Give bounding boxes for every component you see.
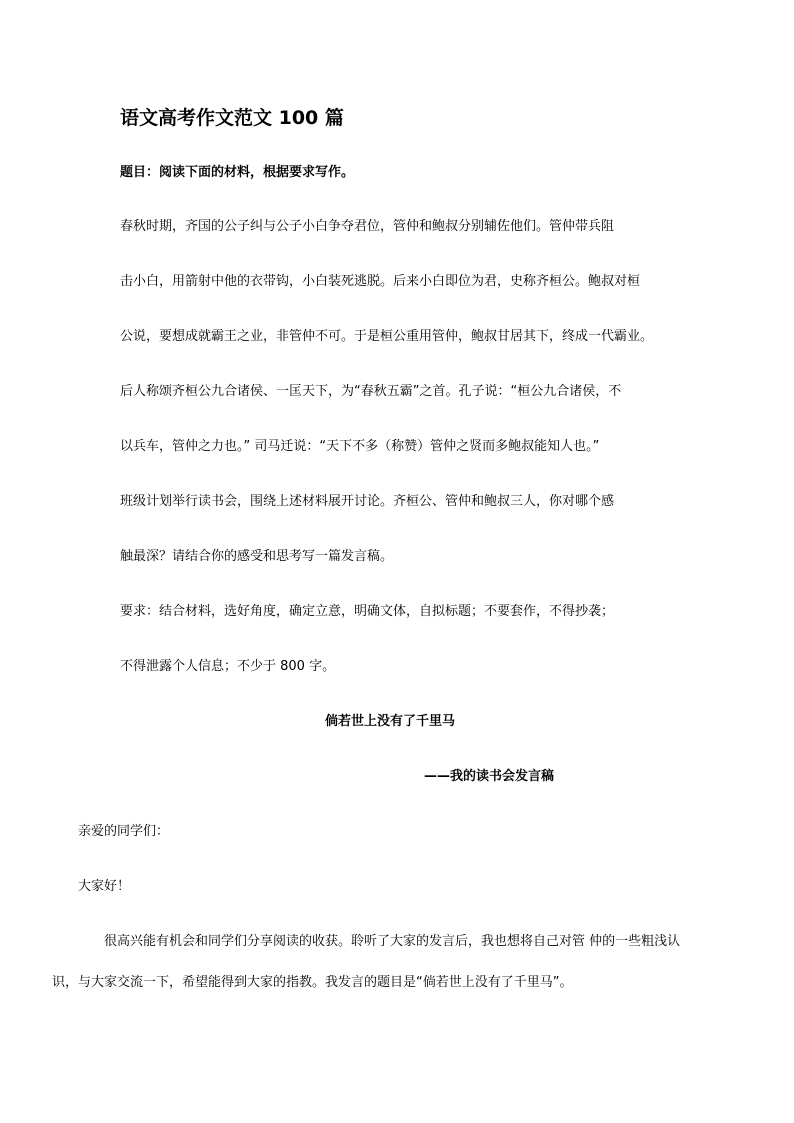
material-line: 以兵车，管仲之力也。” 司马迁说：“天下不多（称赞）管仲之贤而多鲍叔能知人也。”: [120, 439, 600, 454]
material-line: 公说，要想成就霸王之业，非管仲不可。于是桓公重用管仲，鲍叔甘居其下，终成一代霸业。: [120, 329, 654, 344]
material-line: 班级计划举行读书会，围绕上述材料展开讨论。齐桓公、管仲和鲍叔三人，你对哪个感: [120, 494, 615, 509]
document-title: 语文高考作文范文 100 篇: [120, 107, 344, 129]
prompt-heading: 题目：阅读下面的材料，根据要求写作。: [120, 165, 355, 180]
material-line: 触最深？请结合你的感受和思考写一篇发言稿。: [120, 549, 394, 564]
body-line: 识，与大家交流一下，希望能得到大家的指教。我发言的题目是“倘若世上没有了千里马”。: [52, 975, 573, 990]
hello-line: 大家好！: [78, 879, 131, 894]
greeting: 亲爱的同学们：: [78, 824, 170, 839]
essay-subtitle: ——我的读书会发言稿: [424, 769, 555, 784]
body-line: 很高兴能有机会和同学们分享阅读的收获。聆听了大家的发言后，我也想将自己对管 仲的一些粗浅认: [104, 934, 681, 949]
material-line: 春秋时期，齐国的公子纠与公子小白争夺君位，管仲和鲍叔分别辅佐他们。管仲带兵阻: [120, 219, 615, 234]
essay-title: 倘若世上没有了千里马: [325, 714, 456, 729]
requirement-line: 要求：结合材料，选好角度，确定立意，明确文体，自拟标题；不要套作，不得抄袭；: [120, 604, 615, 619]
material-line: 击小白，用箭射中他的衣带钩，小白装死逃脱。后来小白即位为君，史称齐桓公。鲍叔对桓: [120, 274, 641, 289]
material-line: 后人称颂齐桓公九合诸侯、一匡天下，为“春秋五霸”之首。孔子说：“桓公九合诸侯，不: [120, 384, 622, 399]
requirement-line: 不得泄露个人信息；不少于 800 字。: [120, 659, 336, 674]
